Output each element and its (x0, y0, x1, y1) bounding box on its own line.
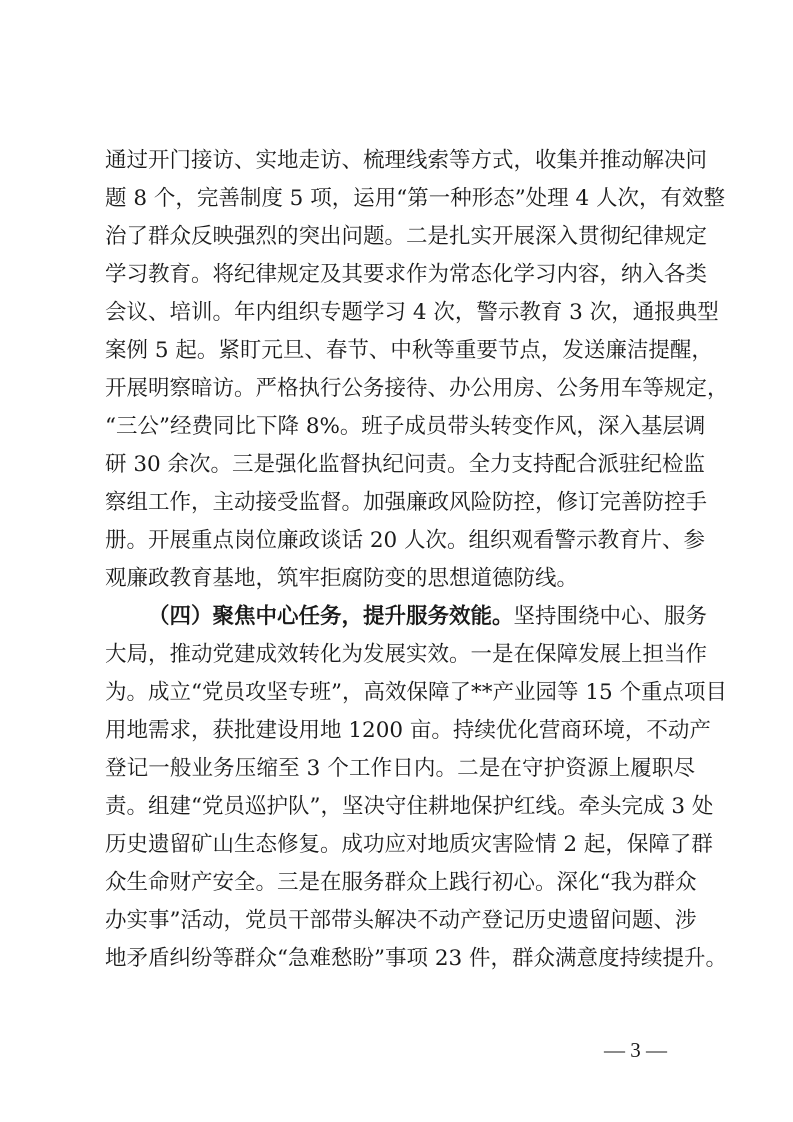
section-heading: （四）聚焦中心任务，提升服务效能。 (148, 604, 514, 629)
paragraph-line: 地矛盾纠纷等群众“急难愁盼”事项 23 件，群众满意度持续提升。 (105, 946, 728, 971)
paragraph-line: 察组工作，主动接受监督。加强廉政风险防控，修订完善防控手 (105, 490, 708, 515)
paragraph-line: 观廉政教育基地，筑牢拒腐防变的思想道德防线。 (105, 566, 579, 591)
paragraph-line: 学习教育。将纪律规定及其要求作为常态化学习内容，纳入各类 (105, 262, 708, 287)
paragraph-line: 案例 5 起。紧盯元旦、春节、中秋等重要节点，发送廉洁提醒， (105, 338, 713, 363)
paragraph-line: 办实事”活动，党员干部带头解决不动产登记历史遗留问题、涉 (105, 908, 697, 933)
paragraph-line: 册。开展重点岗位廉政谈话 20 人次。组织观看警示教育片、参 (105, 528, 706, 553)
paragraph-line: 治了群众反映强烈的突出问题。二是扎实开展深入贯彻纪律规定 (105, 224, 708, 249)
section-heading-line (148, 603, 708, 631)
page-number: — 3 — (604, 1038, 667, 1062)
paragraph-line: 责。组建“党员巡护队”，坚决守住耕地保护红线。牵头完成 3 处 (105, 794, 714, 819)
section-heading-rest: 坚持围绕中心、服务 (513, 604, 708, 629)
paragraph-line: 研 30 余次。三是强化监督执纪问责。全力支持配合派驻纪检监 (105, 452, 706, 477)
paragraph-line: 登记一般业务压缩至 3 个工作日内。二是在守护资源上履职尽 (105, 756, 695, 781)
paragraph-line: 会议、培训。年内组织专题学习 4 次，警示教育 3 次，通报典型 (105, 300, 719, 325)
paragraph-line: 通过开门接访、实地走访、梳理线索等方式，收集并推动解决问 (105, 148, 708, 173)
paragraph-line: 开展明察暗访。严格执行公务接待、办公用房、公务用车等规定， (105, 376, 729, 401)
paragraph-line: 历史遗留矿山生态修复。成功应对地质灾害险情 2 起，保障了群 (105, 832, 713, 857)
paragraph-line: 为。成立“党员攻坚专班”，高效保障了**产业园等 15 个重点项目 (105, 680, 728, 705)
paragraph-line: 大局，推动党建成效转化为发展实效。一是在保障发展上担当作 (105, 642, 708, 667)
paragraph-line: “三公”经费同比下降 8%。班子成员带头转变作风，深入基层调 (105, 414, 706, 439)
paragraph-line: 众生命财产安全。三是在服务群众上践行初心。深化“我为群众 (105, 870, 697, 895)
paragraph-line: 用地需求，获批建设用地 1200 亩。持续优化营商环境，不动产 (105, 718, 711, 743)
paragraph-line: 题 8 个，完善制度 5 项，运用“第一种形态”处理 4 人次，有效整 (105, 186, 726, 211)
